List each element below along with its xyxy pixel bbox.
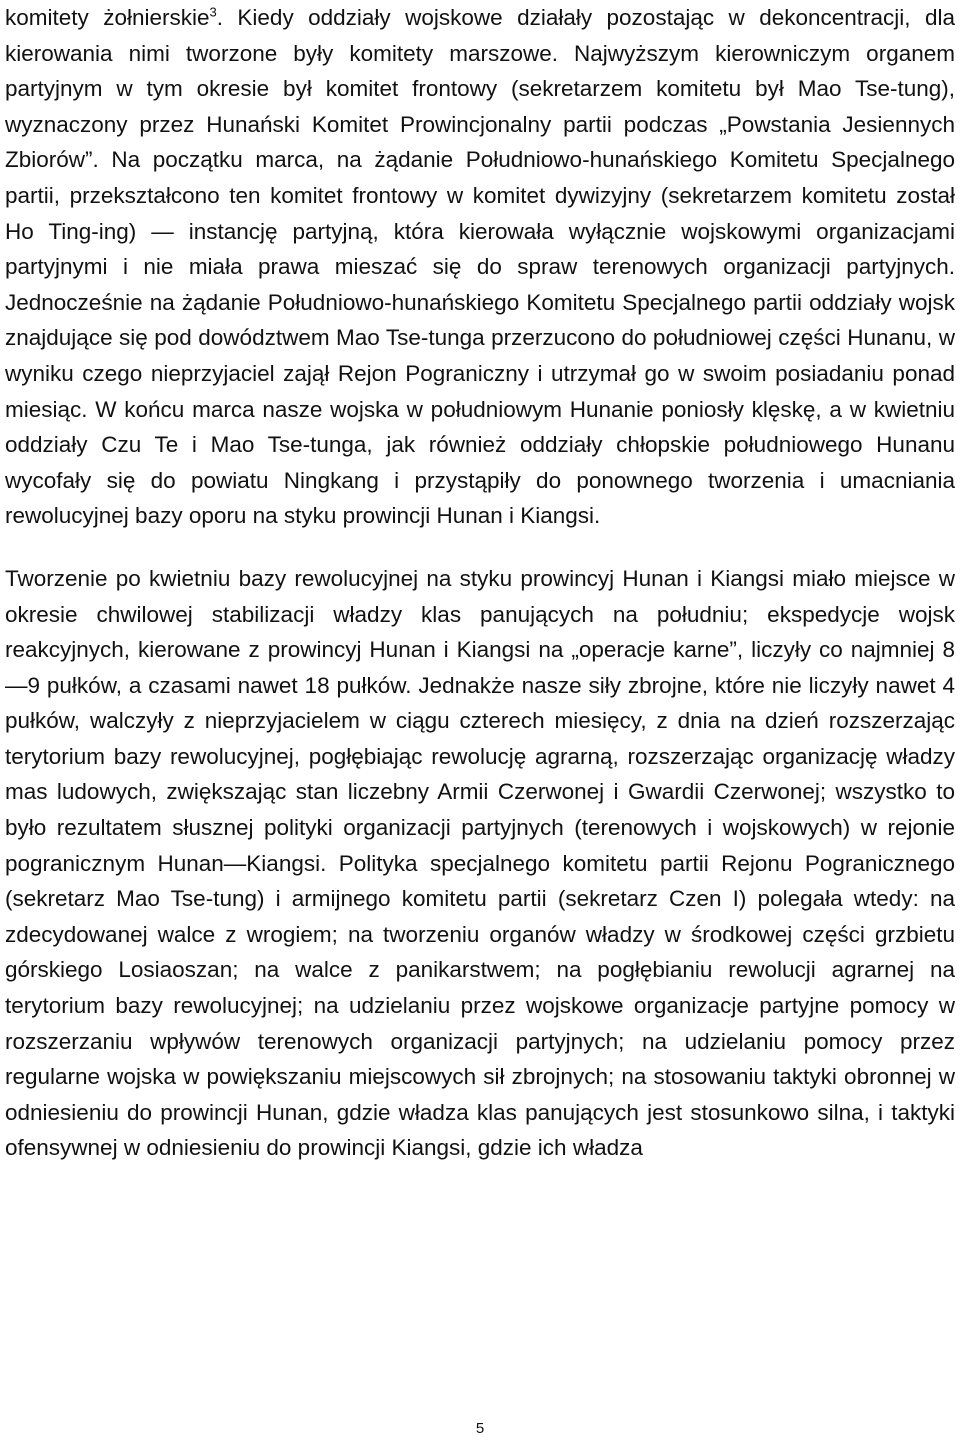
- document-page: [5, 0, 955, 1444]
- paragraph-2: Tworzenie po kwietniu bazy rewolucyjnej na styku prowincyj Hunan i Kiangsi miało miejsce w okresie chwilowej stabilizacji władzy klas panujących na południu; ekspedycje wojsk reakcyjnych, kierowane z prowincyj Hunan i Kiangsi na „operacje karne”, liczyły co najmniej 8—9 pułków, a czasami nawet 18 pułków. Jednakże nasze siły zbrojne, które nie liczyły nawet 4 pułków, walczyły z nieprzyjacielem w ciągu czterech miesięcy, z dnia na dzień rozszerzając terytorium bazy rewolucyjnej, pogłębiając rewolucję agrarną, rozszerzając organizację władzy mas ludowych, zwiększając stan liczebny Armii Czerwonej i Gwardii Czerwonej; wszystko to było rezultatem słusznej polityki organizacji partyjnych (terenowych i wojskowych) w rejonie pogranicznym Hunan—Kiangsi. Polityka specjalnego komitetu partii Rejonu Pogranicznego (sekretarz Mao Tse-tung) i armijnego komitetu partii (sekretarz Czen I) polegała wtedy: na zdecydowanej walce z wrogiem; na tworzeniu organów władzy w środkowej części grzbietu górskiego Losiaoszan; na walce z panikarstwem; na pogłębianiu rewolucji agrarnej na terytorium bazy rewolucyjnej; na udzielaniu przez wojskowe organizacje partyjne pomocy w rozszerzaniu wpływów terenowych organizacji partyjnych; na udzielaniu pomocy przez regularne wojska w powiększaniu miejscowych sił zbrojnych; na stosowaniu taktyki obronnej w odniesieniu do prowincji Hunan, gdzie władza klas panujących jest stosunkowo silna, i taktyki ofensywnej w odniesieniu do prowincji Kiangsi, gdzie ich władza: [5, 565, 955, 1161]
- paragraph-1-continuation: . Kiedy oddziały wojskowe działały pozostając w dekoncentracji, dla kierowania nimi tworzone były komitety marszowe. Najwyższym kierowniczym organem partyjnym w tym okresie był komitet frontowy (sekretarzem komitetu był Mao Tse-tung), wyznaczony przez Hunański Komitet Prowincjonalny partii podczas „Powstania Jesiennych Zbiorów”. Na początku marca, na żądanie Południowo-hunańskiego Komitetu Specjalnego partii, przekształcono ten komitet frontowy w komitet dywizyjny (sekretarzem komitetu został Ho Ting-ing) — instancję partyjną, która kierowała wyłącznie wojskowymi organizacjami partyjnymi i nie miała prawa mieszać się do spraw terenowych organizacji partyjnych. Jednocześnie na żądanie Południowo-hunańskiego Komitetu Specjalnego partii oddziały wojsk znajdujące się pod dowództwem Mao Tse-tunga przerzucono do południowej części Hunanu, w wyniku czego nieprzyjaciel zajął Rejon Pograniczny i utrzymał go w swoim posiadaniu ponad miesiąc. W końcu marca nasze wojska w południowym Hunanie poniosły klęskę, a w kwietniu oddziały Czu Te i Mao Tse-tunga, jak również oddziały chłopskie południowego Hunanu wycofały się do powiatu Ningkang i przystąpiły do ponownego tworzenia i umacniania rewolucyjnej bazy oporu na styku prowincji Hunan i Kiangsi.: [5, 5, 955, 529]
- page-number: 5: [475, 1420, 485, 1437]
- paragraph-1: [5, 0, 955, 534]
- paragraph-1-start: komitety żołnierskie: [5, 5, 210, 30]
- footnote-reference[interactable]: 3: [209, 4, 217, 20]
